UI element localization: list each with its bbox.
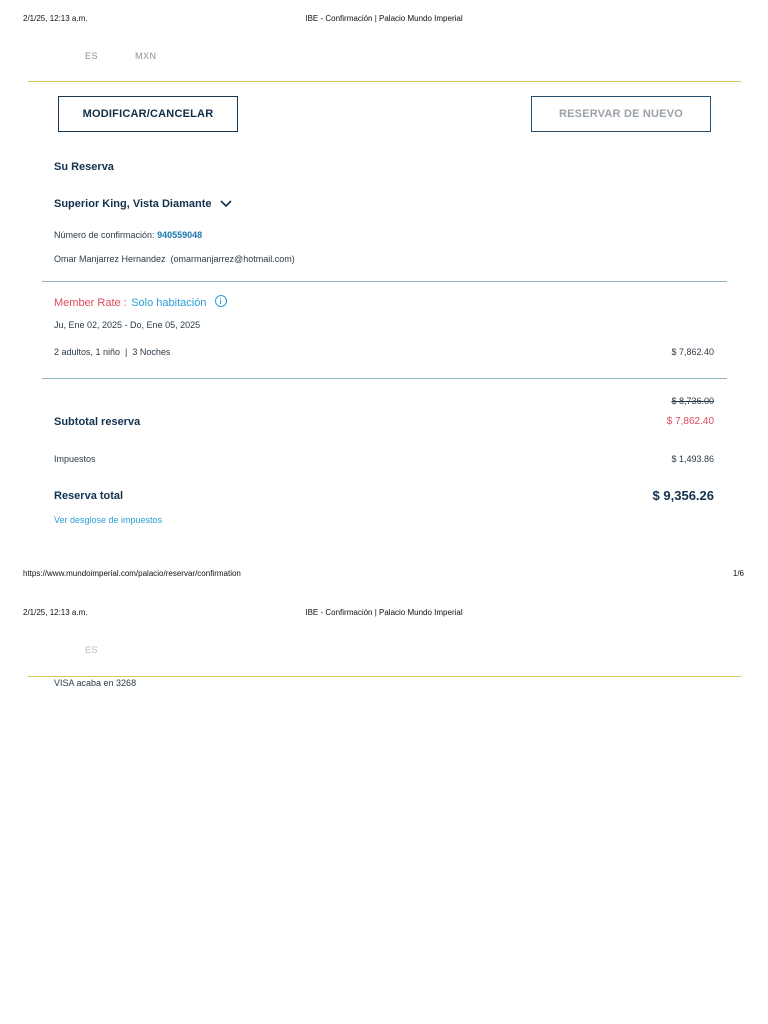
subtotal-label: Subtotal reserva [54,416,141,428]
currency-selector[interactable]: MXN [135,51,157,61]
confirmation-number: 940559048 [157,230,203,240]
rate-plan: Solo habitación [131,297,207,309]
original-price: $ 8,736.00 [671,396,714,406]
confirmation-line [54,230,202,240]
header-divider [28,676,741,677]
print-header-title: IBE - Confirmación | Palacio Mundo Imperial [305,608,463,617]
subtotal-value: $ 7,862.40 [666,416,714,427]
guest-info: Omar Manjarrez Hernandez (omarmanjarrez@hotmail.com) [54,254,295,264]
taxes-value: $ 1,493.86 [671,454,714,464]
book-again-button[interactable]: RESERVAR DE NUEVO [531,96,711,132]
modify-cancel-button[interactable]: MODIFICAR/CANCELAR [58,96,238,132]
room-type-toggle[interactable] [54,198,232,210]
info-icon[interactable] [215,295,227,307]
occupancy-nights: 2 adultos, 1 niño | 3 Noches [54,347,171,357]
section-divider [42,378,727,379]
reservation-title: Su Reserva [54,161,114,173]
rate-label: Member Rate : [54,297,127,309]
print-header-datetime: 2/1/25, 12:13 a.m. [23,14,88,23]
print-header-title: IBE - Confirmación | Palacio Mundo Imperial [305,14,463,23]
chevron-down-icon [220,200,232,208]
total-value: $ 9,356.26 [652,488,714,503]
print-footer-url: https://www.mundoimperial.com/palacio/reservar/confirmation [23,569,241,578]
header-divider [28,81,741,82]
language-selector[interactable]: ES [85,645,99,655]
rate-line [54,293,227,311]
print-footer-page: 1/6 [732,569,744,578]
stay-dates: Ju, Ene 02, 2025 - Do, Ene 05, 2025 [54,320,201,330]
confirmation-label: Número de confirmación: [54,230,155,240]
taxes-label: Impuestos [54,454,96,464]
room-type-label: Superior King, Vista Diamante [54,198,212,210]
tax-breakdown-link[interactable]: Ver desglose de impuestos [54,515,163,525]
print-header-datetime: 2/1/25, 12:13 a.m. [23,608,88,617]
room-price: $ 7,862.40 [671,347,714,357]
total-label: Reserva total [54,490,124,502]
section-divider [42,281,727,282]
language-selector[interactable]: ES [85,51,99,61]
card-info: VISA acaba en 3268 [54,678,137,688]
